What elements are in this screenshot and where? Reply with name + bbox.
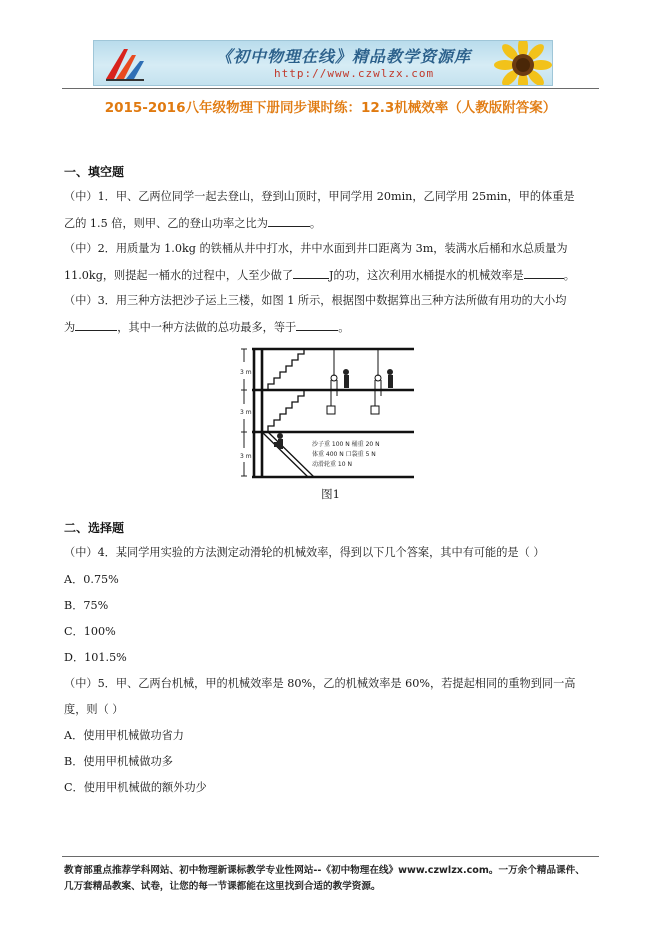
figure-caption: 图1 [321,487,340,501]
floor-height-label: 3 m [240,409,252,416]
site-logo-icon [102,45,146,83]
answer-blank[interactable] [268,216,310,227]
figure-data-line: 沙子重 100 N 桶重 20 N [312,441,380,448]
section-heading-multiple-choice: 二、选择题 [64,521,125,535]
answer-blank[interactable] [75,320,117,331]
question-5-line-2: 度，则（ ） [64,703,124,716]
header-banner [93,40,553,86]
document-title: 2015-2016八年级物理下册同步课时练：12.3机械效率（人教版附答案） [104,100,557,116]
question-2-line-2: 11.0kg，则提起一桶水的过程中，人至少做了 J的功，这次利用水桶提水的机械效率是 。 [64,269,575,282]
sunflower-icon [488,40,553,86]
section-heading-fill-blank: 一、填空题 [64,165,125,179]
q4-option-b[interactable]: B．75% [64,599,109,612]
header-divider [62,88,599,89]
footer-divider [62,856,599,857]
banner-title: 《初中物理在线》精品教学资源库 [216,47,472,66]
q5-option-a[interactable]: A．使用甲机械做功省力 [64,729,184,742]
question-1-line-1: （中）1．甲、乙两位同学一起去登山，登到山顶时，甲同学用 20min，乙同学用 25min，甲的体重是 [64,190,575,203]
answer-blank[interactable] [524,268,564,279]
answer-blank[interactable] [293,268,329,279]
q4-option-d[interactable]: D．101.5% [64,651,127,664]
question-1-line-2: 乙的 1.5 倍，则甲、乙的登山功率之比为 。 [64,217,322,230]
q5-option-c[interactable]: C．使用甲机械做的额外功少 [64,781,207,794]
q4-option-c[interactable]: C．100% [64,625,116,638]
question-3-line-1: （中）3．用三种方法把沙子运上三楼，如图 1 所示，根据图中数据算出三种方法所做有用功的大小均 [64,294,567,307]
q5-option-b[interactable]: B．使用甲机械做功多 [64,755,173,768]
question-5-line-1: （中）5．甲、乙两台机械，甲的机械效率是 80%，乙的机械效率是 60%，若提起相同的重物到同一高 [64,677,576,690]
question-4: （中）4．某同学用实验的方法测定动滑轮的机械效率，得到以下几个答案，其中有可能的是（ ） [64,546,545,559]
floor-height-label: 3 m [240,453,252,460]
answer-blank[interactable] [296,320,338,331]
figure-data-line: 体重 400 N 口袋重 5 N [312,451,376,458]
floor-height-label: 3 m [240,369,252,376]
banner-url[interactable]: http://www.czwlzx.com [274,67,435,80]
figure-1-building-diagram [238,346,418,480]
figure-data-line: 动滑轮重 10 N [312,461,352,468]
footer-line-2: 几万套精品教案、试卷，让您的每一节课都能在这里找到合适的教学资源。 [64,881,381,892]
question-3-line-2: 为 ，其中一种方法做的总功最多，等于 。 [64,321,350,334]
question-2-line-1: （中）2．用质量为 1.0kg 的铁桶从井中打水，井中水面到井口距离为 3m，装满水后桶和水总质量为 [64,242,568,255]
footer-line-1: 教育部重点推荐学科网站、初中物理新课标教学专业性网站--《初中物理在线》www.czwlzx.com。一万余个精品课件、 [64,865,585,876]
q4-option-a[interactable]: A．0.75% [64,573,119,586]
